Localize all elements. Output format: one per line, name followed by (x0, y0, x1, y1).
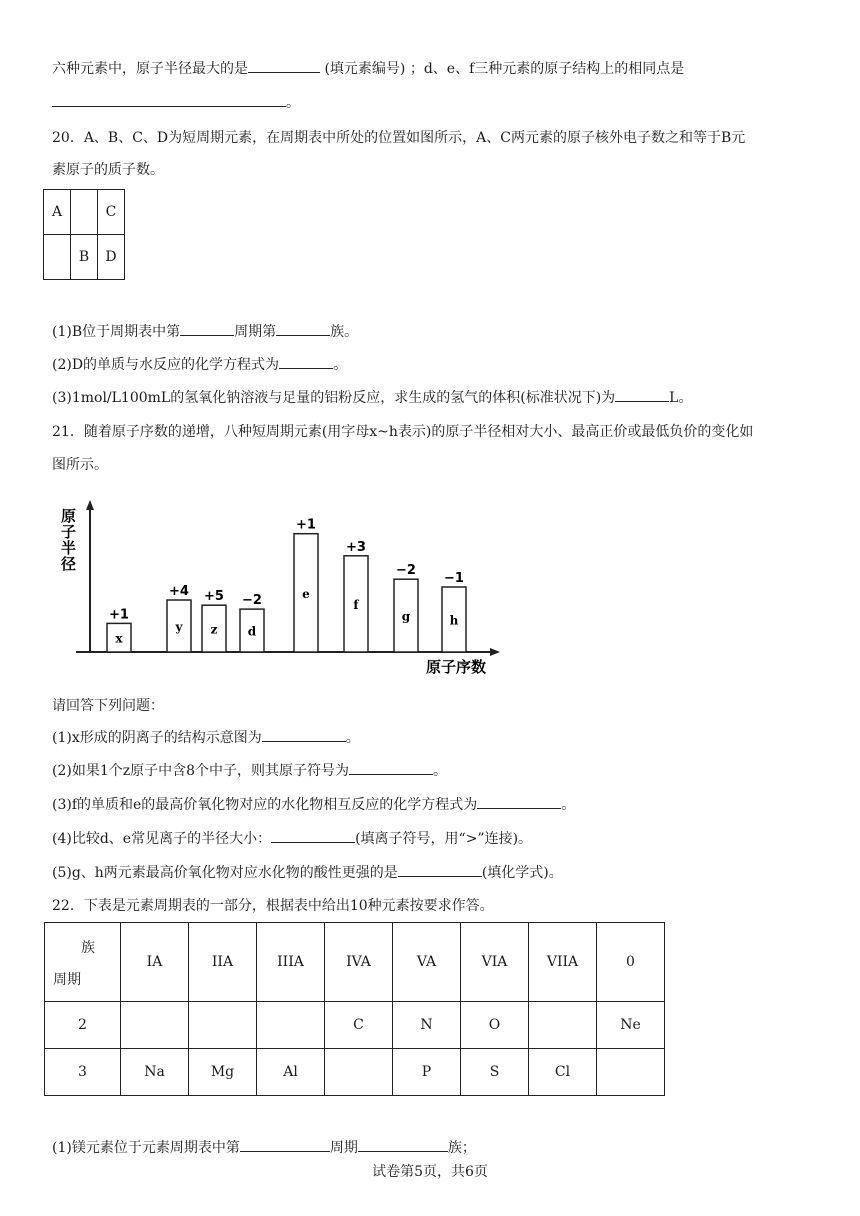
grid-cell: B (71, 235, 98, 280)
question-21-5 (52, 862, 563, 883)
valence-label-y: +4 (169, 584, 189, 599)
y-axis-arrow (86, 500, 94, 510)
element-cell: Cl (529, 1049, 597, 1096)
question-21-3 (52, 794, 575, 815)
text-line-blank (52, 92, 300, 113)
bar-label-x: x (115, 631, 123, 646)
text: 20．A、B、C、D为短周期元素，在周期表中所处的位置如图所示，A、C两元素的原子核外电子数之和等于B元 (52, 130, 746, 146)
group-header: VIIA (529, 923, 597, 1002)
group-header: IVA (325, 923, 393, 1002)
group-header: VA (393, 923, 461, 1002)
text: (填离子符号，用“>”连接)。 (355, 831, 533, 847)
text: 。 (345, 730, 360, 746)
text: (2)如果1个z原子中含8个中子，则其原子符号为 (52, 763, 350, 779)
element-cell: Mg (189, 1049, 257, 1096)
bar-label-f: f (353, 597, 359, 612)
question-22-stem (52, 896, 494, 916)
grid-cell (71, 190, 98, 235)
y-axis-label: 原子半径 (59, 508, 77, 572)
text: 六种元素中，原子半径最大的是 (52, 61, 248, 77)
valence-label-z: +5 (204, 589, 224, 605)
element-cell (189, 1002, 257, 1049)
answer-blank[interactable] (279, 354, 333, 369)
element-cell: Ne (597, 1002, 665, 1049)
element-cell: N (393, 1002, 461, 1049)
element-cell (121, 1002, 189, 1049)
table-header-row (45, 923, 665, 1002)
answer-blank[interactable] (248, 58, 320, 73)
question-21-4 (52, 828, 532, 849)
valence-label-d: −2 (242, 593, 262, 609)
element-cell: P (393, 1049, 461, 1096)
grid-row (44, 190, 125, 235)
text: 21．随着原子序数的递增，八种短周期元素(用字母x~h表示)的原子半径相对大小、最高正价或最低负价的变化如 (52, 424, 754, 440)
question-21-1 (52, 727, 360, 748)
question-20-stem-cont (52, 160, 164, 180)
question-21-2 (52, 760, 447, 781)
text: (填化学式)。 (481, 865, 563, 881)
bar-label-h: h (449, 613, 459, 628)
valence-label-e: +1 (296, 517, 316, 533)
text: (1)镁元素位于元素周期表中第 (52, 1140, 240, 1156)
text: (填元素编号) ；d、e、f三种元素的原子结构上的相同点是 (324, 61, 685, 77)
answer-blank[interactable] (477, 794, 561, 809)
text: 。 (333, 357, 348, 373)
question-22-1 (52, 1137, 476, 1158)
valence-label-g: −2 (396, 563, 416, 579)
period-cell: 3 (45, 1049, 121, 1096)
answer-blank[interactable] (52, 92, 286, 107)
element-cell: O (461, 1002, 529, 1049)
grid-cell: A (44, 190, 71, 235)
grid-row (44, 235, 125, 280)
text: (5)g、h两元素最高价氧化物对应水化物的酸性更强的是 (52, 865, 398, 881)
group-header: IA (121, 923, 189, 1002)
answer-blank[interactable] (276, 321, 330, 336)
x-axis-label: 原子序数 (426, 658, 487, 676)
grid-cell (44, 235, 71, 280)
answer-blank[interactable] (262, 727, 346, 742)
grid-cell: C (98, 190, 125, 235)
bar-label-d: d (247, 624, 257, 639)
text: (4)比较d、e常见离子的半径大小： (52, 831, 272, 847)
bar-label-z: z (210, 622, 218, 637)
element-cell: C (325, 1002, 393, 1049)
text: (2)D的单质与水反应的化学方程式为 (52, 357, 280, 373)
answer-blank[interactable] (271, 828, 355, 843)
text: (3)1mol/L100mL的氢氧化钠溶液与足量的铝粉反应，求生成的氢气的体积(标准状况下)为 (52, 390, 616, 406)
answer-blank[interactable] (180, 321, 234, 336)
answer-blank[interactable] (615, 387, 669, 402)
question-21-stem-cont (52, 455, 108, 475)
bar-label-e: e (302, 586, 310, 601)
text: 22．下表是元素周期表的一部分，根据表中给出10种元素按要求作答。 (52, 898, 494, 914)
element-cell (597, 1049, 665, 1096)
periodic-position-grid (43, 189, 125, 280)
group-header: IIIA (257, 923, 325, 1002)
table-row (45, 1002, 665, 1049)
text: 族； (447, 1140, 476, 1156)
element-cell (325, 1049, 393, 1096)
table-corner-cell (45, 923, 121, 1002)
question-20-3 (52, 387, 692, 408)
question-20-1 (52, 321, 358, 342)
text: 图所示。 (52, 457, 108, 473)
group-header: IIA (189, 923, 257, 1002)
corner-label-period: 周期 (53, 972, 81, 988)
question-20-stem (52, 128, 745, 148)
bar-label-g: g (401, 609, 411, 624)
question-21-stem (52, 422, 753, 442)
text: 族。 (330, 324, 359, 340)
grid-cell: D (98, 235, 125, 280)
group-header: VIA (461, 923, 529, 1002)
periodic-table-excerpt (44, 922, 665, 1096)
valence-label-f: +3 (346, 539, 366, 555)
text-line-radius (52, 58, 684, 79)
answer-blank[interactable] (240, 1137, 330, 1152)
period-cell: 2 (45, 1002, 121, 1049)
element-cell: Al (257, 1049, 325, 1096)
text: 。 (433, 763, 448, 779)
text: (1)B位于周期表中第 (52, 324, 181, 340)
text: (3)f的单质和e的最高价氧化物对应的水化物相互反应的化学方程式为 (52, 797, 478, 813)
page-footer: 试卷第5页，共6页 (372, 1164, 488, 1180)
table-row (45, 1049, 665, 1096)
text: 周期 (329, 1140, 358, 1156)
valence-label-h: −1 (444, 571, 464, 586)
corner-label-group: 族 (81, 940, 95, 956)
text: 。 (286, 95, 300, 111)
question-20-2 (52, 354, 347, 375)
question-21-intro (52, 696, 164, 716)
bar-label-y: y (175, 620, 183, 634)
answer-blank[interactable] (349, 760, 433, 775)
element-cell: Na (121, 1049, 189, 1096)
group-header: 0 (597, 923, 665, 1002)
element-cell: S (461, 1049, 529, 1096)
text: 。 (561, 797, 576, 813)
x-axis-arrow (490, 648, 500, 656)
element-cell (257, 1002, 325, 1049)
text: L。 (669, 390, 693, 406)
text: 周期第 (234, 324, 277, 340)
text: (1)x形成的阴离子的结构示意图为 (52, 730, 262, 746)
element-cell (529, 1002, 597, 1049)
text: 素原子的质子数。 (52, 162, 164, 178)
answer-blank[interactable] (358, 1137, 448, 1152)
valence-label-x: +1 (109, 607, 129, 623)
answer-blank[interactable] (398, 862, 482, 877)
radius-valence-chart (50, 490, 510, 680)
text: 请回答下列问题： (52, 698, 164, 714)
